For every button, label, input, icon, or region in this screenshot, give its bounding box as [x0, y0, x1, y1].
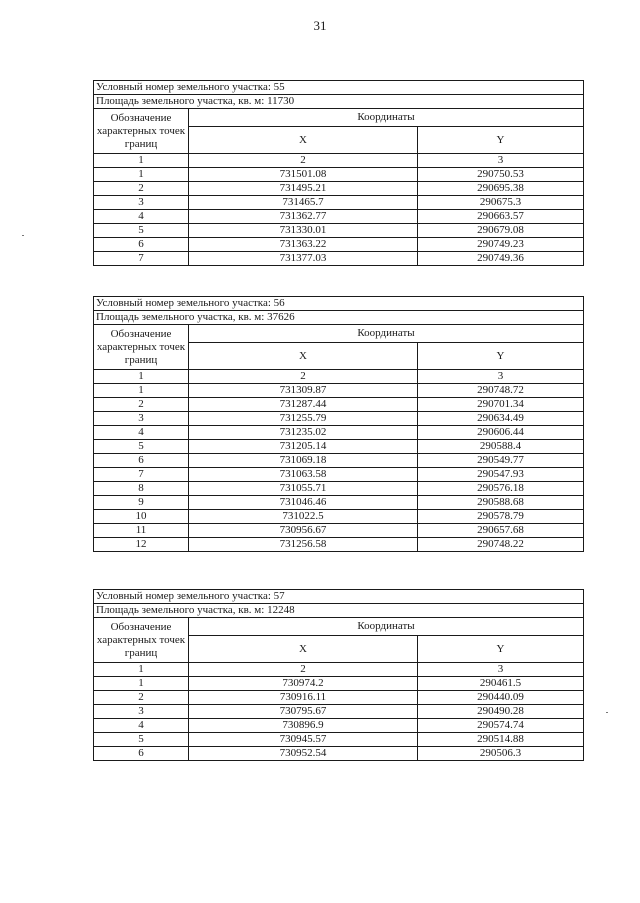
table-row	[94, 733, 584, 747]
table-row	[94, 538, 584, 552]
point-number: 7	[94, 252, 189, 266]
y-coordinate: 290750.53	[418, 168, 584, 182]
table-row	[94, 482, 584, 496]
x-coordinate: 730896.9	[189, 719, 418, 733]
point-number: 5	[94, 440, 189, 454]
y-coordinate: 290663.57	[418, 210, 584, 224]
point-number: 5	[94, 224, 189, 238]
point-number: 5	[94, 733, 189, 747]
point-number: 11	[94, 524, 189, 538]
x-coordinate: 730916.11	[189, 691, 418, 705]
y-coordinate: 290679.08	[418, 224, 584, 238]
x-coordinate: 730795.67	[189, 705, 418, 719]
table-row	[94, 238, 584, 252]
x-coordinate: 731377.03	[189, 252, 418, 266]
column-number: 1	[94, 154, 189, 168]
y-coordinate: 290506.3	[418, 747, 584, 761]
x-coordinate: 731205.14	[189, 440, 418, 454]
table-row	[94, 182, 584, 196]
table-row	[94, 677, 584, 691]
x-coordinate: 731069.18	[189, 454, 418, 468]
y-coordinate: 290701.34	[418, 398, 584, 412]
scan-speck	[22, 235, 24, 236]
x-coordinate: 731022.5	[189, 510, 418, 524]
parcel-table	[93, 589, 584, 761]
point-label-header: Обозначение характерных точек границ	[94, 109, 189, 154]
y-coordinate: 290588.68	[418, 496, 584, 510]
table-row	[94, 719, 584, 733]
column-number: 2	[189, 370, 418, 384]
table-row	[94, 440, 584, 454]
coordinates-header: Координаты	[189, 325, 584, 343]
x-coordinate: 731330.01	[189, 224, 418, 238]
table-row	[94, 210, 584, 224]
parcel-area-line: Площадь земельного участка, кв. м: 12248	[94, 604, 584, 618]
y-coordinate: 290578.79	[418, 510, 584, 524]
x-coordinate: 730952.54	[189, 747, 418, 761]
y-coordinate: 290440.09	[418, 691, 584, 705]
column-number-row	[94, 663, 584, 677]
point-number: 4	[94, 210, 189, 224]
y-coordinate: 290547.93	[418, 468, 584, 482]
y-coordinate: 290657.68	[418, 524, 584, 538]
table-row	[94, 705, 584, 719]
y-coordinate: 290675.3	[418, 196, 584, 210]
x-coordinate: 731287.44	[189, 398, 418, 412]
point-number: 4	[94, 426, 189, 440]
point-number: 6	[94, 747, 189, 761]
point-number: 1	[94, 384, 189, 398]
point-number: 1	[94, 677, 189, 691]
y-coordinate: 290514.88	[418, 733, 584, 747]
point-number: 1	[94, 168, 189, 182]
y-coordinate: 290461.5	[418, 677, 584, 691]
table-row	[94, 196, 584, 210]
y-coordinate: 290549.77	[418, 454, 584, 468]
y-coordinate: 290574.74	[418, 719, 584, 733]
point-number: 3	[94, 705, 189, 719]
parcel-table	[93, 296, 584, 552]
x-coordinate: 730945.57	[189, 733, 418, 747]
y-header: Y	[418, 127, 584, 154]
point-number: 7	[94, 468, 189, 482]
table-row	[94, 384, 584, 398]
column-number: 3	[418, 370, 584, 384]
x-coordinate: 731055.71	[189, 482, 418, 496]
y-header: Y	[418, 636, 584, 663]
scan-speck	[606, 712, 608, 713]
column-number: 1	[94, 663, 189, 677]
y-coordinate: 290588.4	[418, 440, 584, 454]
coordinates-header: Координаты	[189, 109, 584, 127]
point-number: 2	[94, 691, 189, 705]
parcel-number-line: Условный номер земельного участка: 55	[94, 81, 584, 95]
parcel-area-line: Площадь земельного участка, кв. м: 11730	[94, 95, 584, 109]
y-coordinate: 290748.72	[418, 384, 584, 398]
x-coordinate: 730956.67	[189, 524, 418, 538]
column-number: 2	[189, 663, 418, 677]
page-number: 31	[313, 18, 327, 33]
x-header: X	[189, 636, 418, 663]
coordinates-header: Координаты	[189, 618, 584, 636]
x-coordinate: 730974.2	[189, 677, 418, 691]
point-number: 8	[94, 482, 189, 496]
table-row	[94, 412, 584, 426]
x-coordinate: 731063.58	[189, 468, 418, 482]
point-number: 2	[94, 182, 189, 196]
y-coordinate: 290749.23	[418, 238, 584, 252]
point-number: 12	[94, 538, 189, 552]
table-row	[94, 747, 584, 761]
table-row	[94, 252, 584, 266]
y-coordinate: 290748.22	[418, 538, 584, 552]
parcel-area-line: Площадь земельного участка, кв. м: 37626	[94, 311, 584, 325]
x-coordinate: 731362.77	[189, 210, 418, 224]
table-row	[94, 510, 584, 524]
y-coordinate: 290576.18	[418, 482, 584, 496]
column-number: 3	[418, 663, 584, 677]
table-row	[94, 398, 584, 412]
parcel-number-line: Условный номер земельного участка: 56	[94, 297, 584, 311]
x-coordinate: 731309.87	[189, 384, 418, 398]
y-coordinate: 290749.36	[418, 252, 584, 266]
table-row	[94, 691, 584, 705]
x-coordinate: 731501.08	[189, 168, 418, 182]
x-coordinate: 731235.02	[189, 426, 418, 440]
x-header: X	[189, 127, 418, 154]
point-number: 9	[94, 496, 189, 510]
column-number: 3	[418, 154, 584, 168]
x-header: X	[189, 343, 418, 370]
table-row	[94, 168, 584, 182]
point-number: 6	[94, 238, 189, 252]
y-coordinate: 290634.49	[418, 412, 584, 426]
point-number: 10	[94, 510, 189, 524]
x-coordinate: 731256.58	[189, 538, 418, 552]
point-label-header: Обозначение характерных точек границ	[94, 618, 189, 663]
y-header: Y	[418, 343, 584, 370]
point-label-header: Обозначение характерных точек границ	[94, 325, 189, 370]
point-number: 3	[94, 196, 189, 210]
point-number: 6	[94, 454, 189, 468]
column-number: 1	[94, 370, 189, 384]
parcel-number-line: Условный номер земельного участка: 57	[94, 590, 584, 604]
point-number: 4	[94, 719, 189, 733]
table-row	[94, 468, 584, 482]
y-coordinate: 290695.38	[418, 182, 584, 196]
x-coordinate: 731363.22	[189, 238, 418, 252]
point-number: 2	[94, 398, 189, 412]
table-row	[94, 426, 584, 440]
x-coordinate: 731046.46	[189, 496, 418, 510]
column-number: 2	[189, 154, 418, 168]
y-coordinate: 290490.28	[418, 705, 584, 719]
x-coordinate: 731465.7	[189, 196, 418, 210]
column-number-row	[94, 154, 584, 168]
column-number-row	[94, 370, 584, 384]
point-number: 3	[94, 412, 189, 426]
table-row	[94, 524, 584, 538]
table-row	[94, 496, 584, 510]
table-row	[94, 224, 584, 238]
y-coordinate: 290606.44	[418, 426, 584, 440]
table-row	[94, 454, 584, 468]
x-coordinate: 731495.21	[189, 182, 418, 196]
parcel-table	[93, 80, 584, 266]
x-coordinate: 731255.79	[189, 412, 418, 426]
